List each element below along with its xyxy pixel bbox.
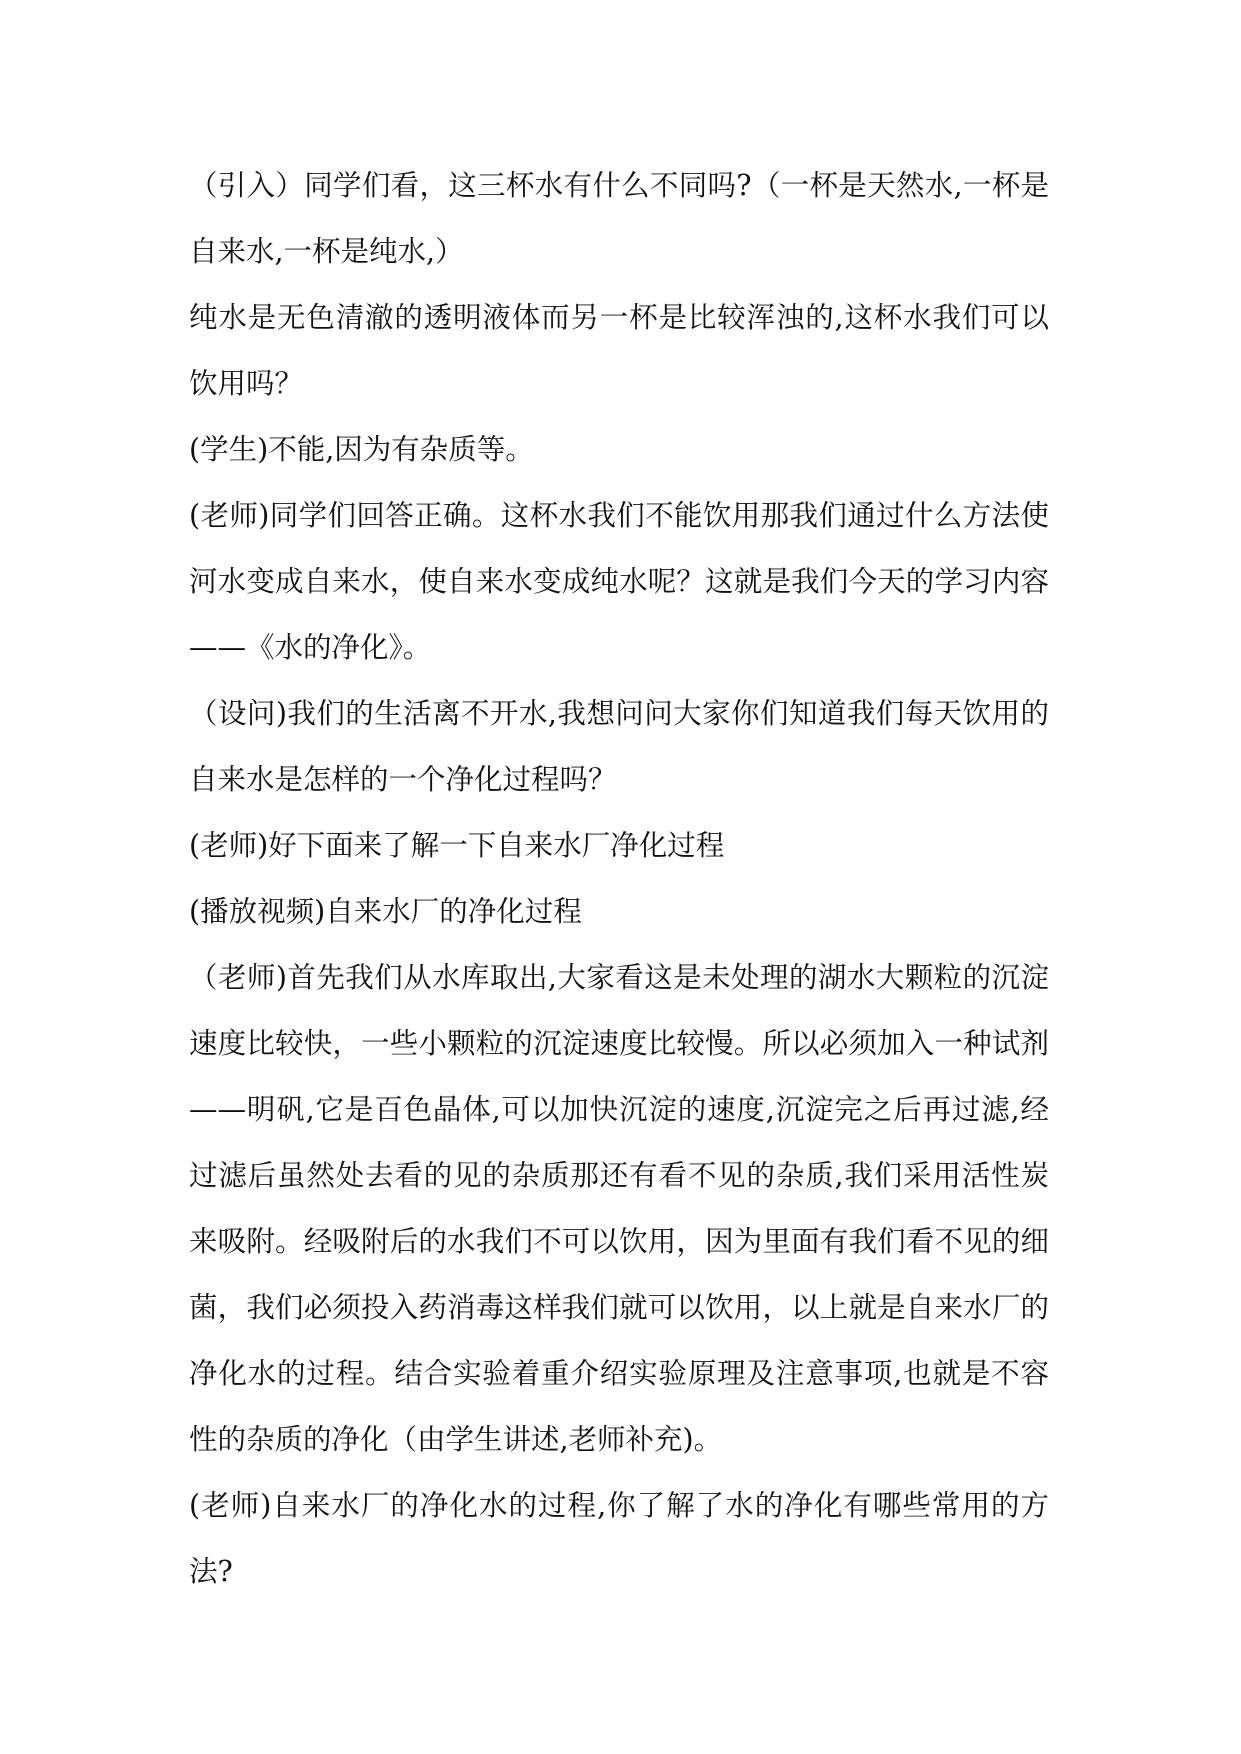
paragraph-intro-question: （引入）同学们看，这三杯水有什么不同吗?（一杯是天然水,一杯是自来水,一杯是纯水,） <box>189 169 1049 268</box>
paragraph-teacher-intro-process: (老师)好下面来了解一下自来水厂净化过程 <box>189 829 725 862</box>
document-body <box>189 153 1049 1605</box>
paragraph-student-answer: (学生)不能,因为有杂质等。 <box>189 433 534 466</box>
paragraph-teacher-closing-question: (老师)自来水厂的净化水的过程,你了解了水的净化有哪些常用的方法? <box>189 1489 1049 1588</box>
paragraph-question-setup: （设问)我们的生活离不开水,我想问问大家你们知道我们每天饮用的自来水是怎样的一个净化过程吗？ <box>189 697 1049 796</box>
paragraph-teacher-explanation: （老师)首先我们从水库取出,大家看这是未处理的湖水大颗粒的沉淀速度比较快，一些小颗粒的沉淀速度比较慢。所以必须加入一种试剂——明矾,它是百色晶体,可以加快沉淀的速度,沉淀完之后再过滤,经过滤后虽然处去看的见的杂质那还有看不见的杂质,我们采用活性炭来吸附。经吸附后的水我们不可以饮用，因为里面有我们看不见的细菌，我们必须投入药消毒这样我们就可以饮用，以上就是自来水厂的净化水的过程。结合实验着重介绍实验原理及注意事项,也就是不容性的杂质的净化（由学生讲述,老师补充)。 <box>189 961 1049 1456</box>
paragraph-teacher-topic: (老师)同学们回答正确。这杯水我们不能饮用那我们通过什么方法使河水变成自来水，使自来水变成纯水呢？这就是我们今天的学习内容——《水的净化》。 <box>189 499 1049 664</box>
paragraph-pure-water: 纯水是无色清澈的透明液体而另一杯是比较浑浊的,这杯水我们可以饮用吗？ <box>189 301 1049 400</box>
paragraph-video: (播放视频)自来水厂的净化过程 <box>189 895 582 928</box>
